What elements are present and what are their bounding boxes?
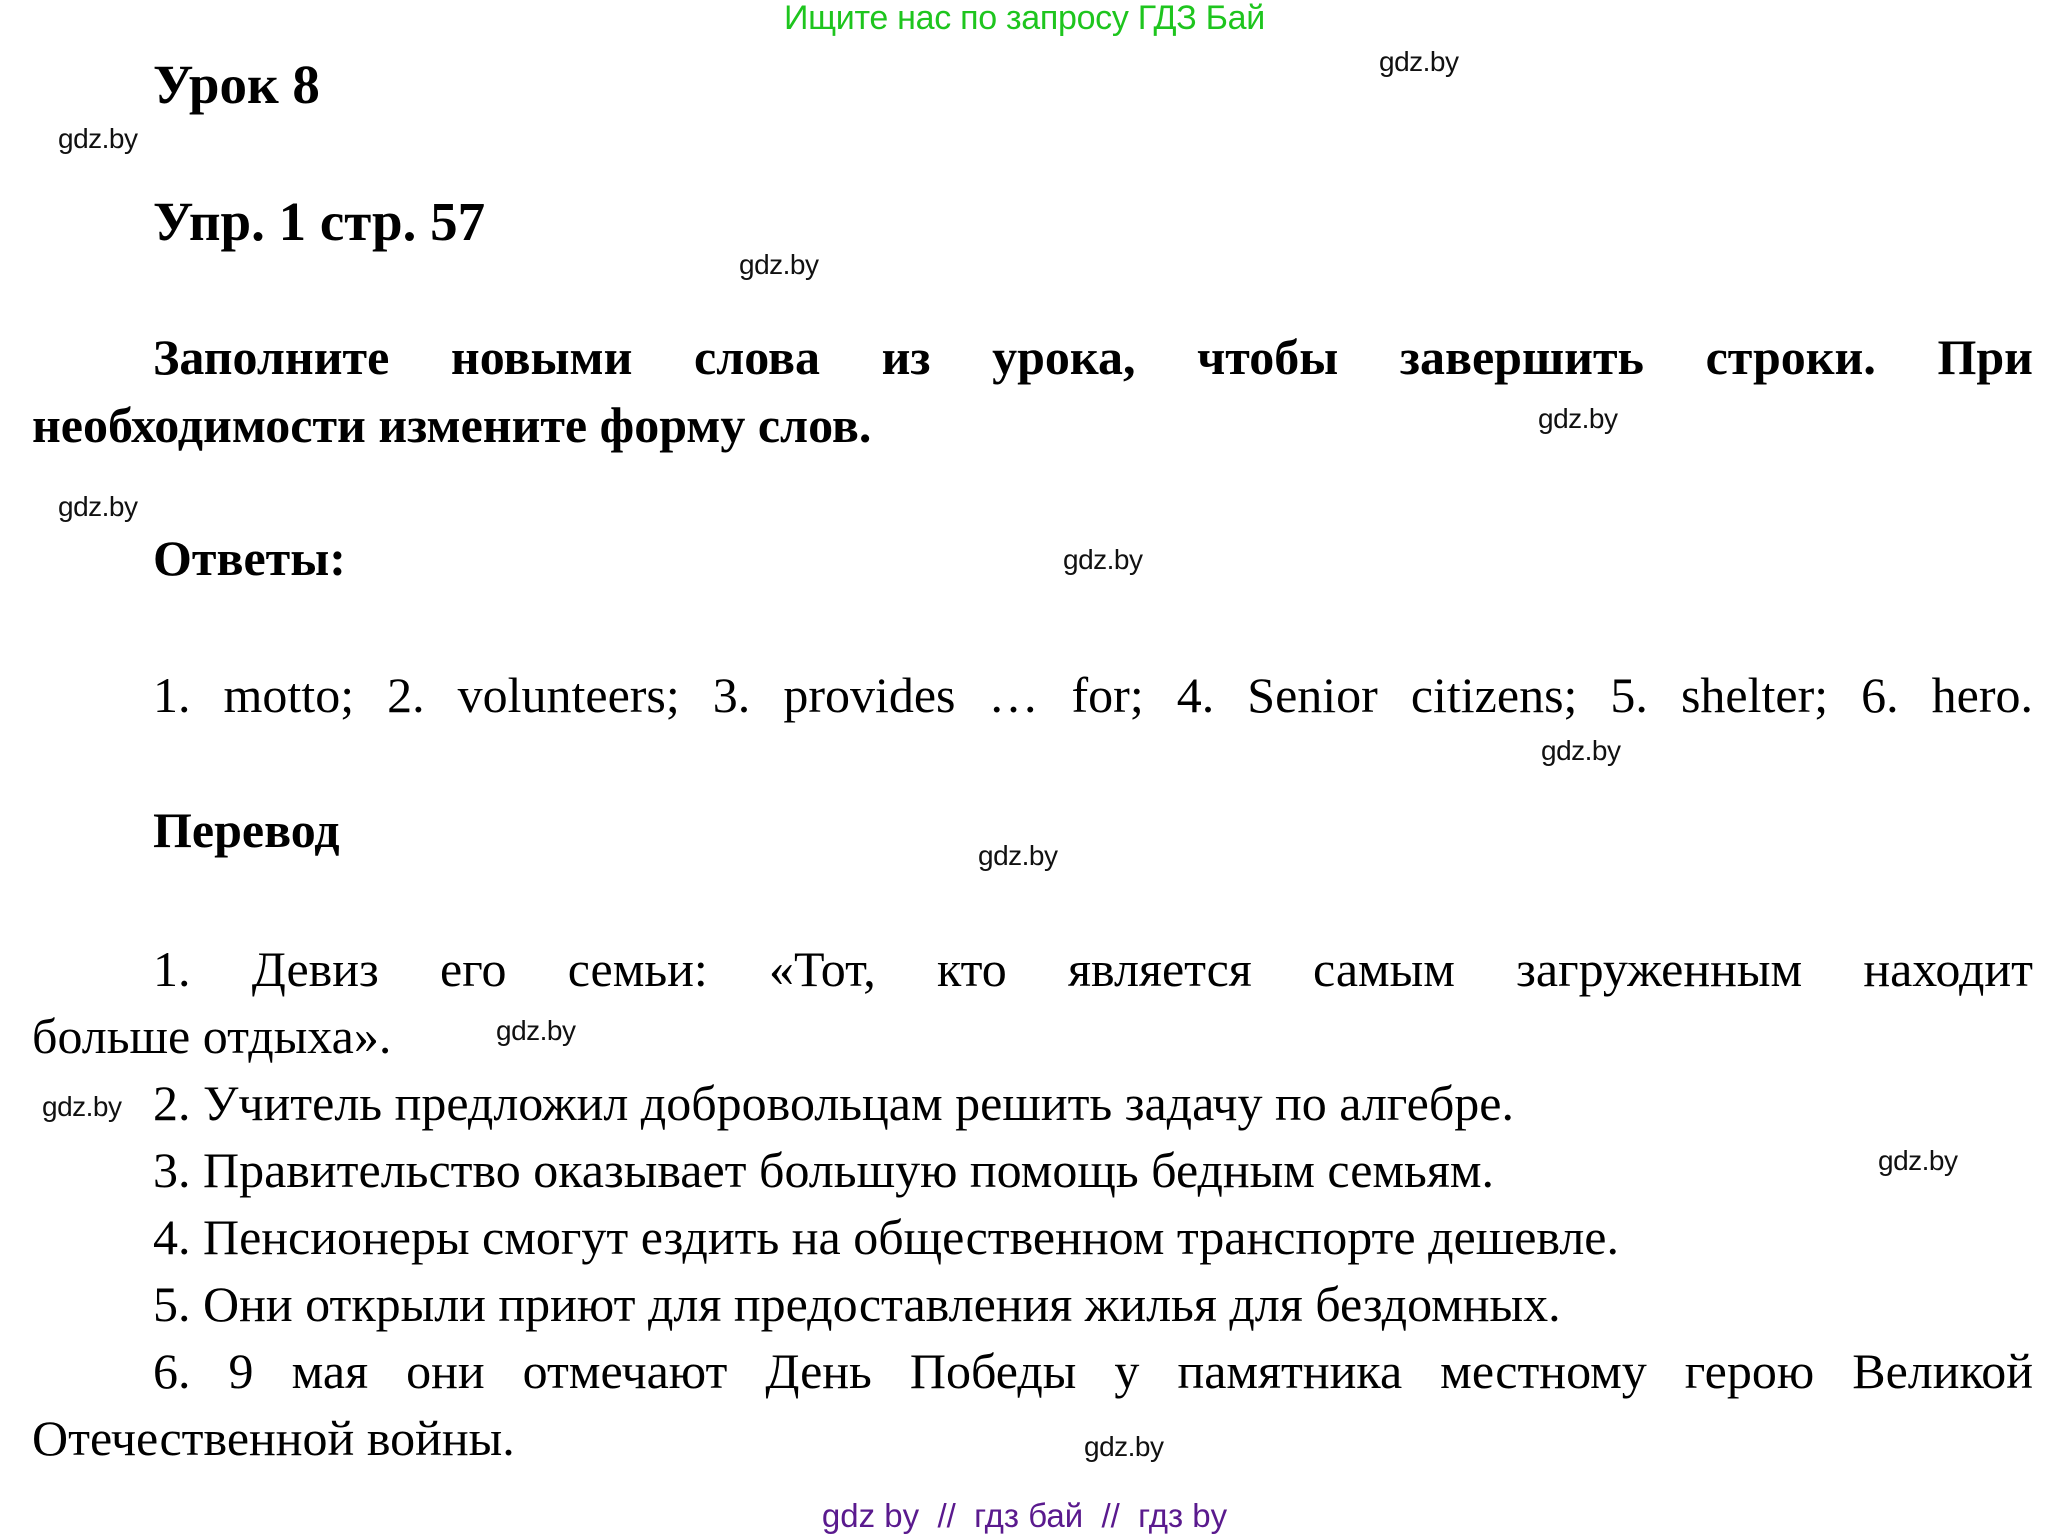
watermark: gdz.by — [58, 123, 138, 154]
watermark: gdz.by — [1063, 544, 1143, 575]
translation-item-1-line-1: 1. Девиз его семьи: «Тот, кто является самым загруженным находит — [153, 941, 2033, 997]
task-line-1: Заполните новыми слова из урока, чтобы завершить строки. При — [153, 329, 2033, 385]
watermark: gdz.by — [42, 1091, 122, 1122]
task-line-2: необходимости измените форму слов. — [32, 397, 872, 453]
translation-item-1 — [32, 936, 2033, 1070]
watermark: gdz.by — [1878, 1145, 1958, 1176]
watermark: gdz.by — [739, 249, 819, 280]
translation-item-1-line-2: больше отдыха». — [32, 1008, 392, 1064]
exercise-title: Упр. 1 стр. 57 — [153, 191, 486, 252]
translation-item-6-line-2: Отечественной войны. — [32, 1410, 515, 1466]
lesson-title: Урок 8 — [153, 54, 320, 115]
translation-item-4: 4. Пенсионеры смогут ездить на общественном транспорте дешевле. — [153, 1209, 1619, 1265]
translation-item-6 — [32, 1338, 2033, 1472]
translation-item-3: 3. Правительство оказывает большую помощь бедным семьям. — [153, 1142, 1494, 1198]
watermark: gdz.by — [58, 491, 138, 522]
answers-text: 1. motto; 2. volunteers; 3. provides … for; 4. Senior citizens; 5. shelter; 6. hero. — [153, 667, 2033, 723]
watermark: gdz.by — [1538, 403, 1618, 434]
task-instructions — [32, 323, 2033, 459]
watermark: gdz.by — [496, 1015, 576, 1046]
watermark: gdz.by — [978, 840, 1058, 871]
translation-item-2: 2. Учитель предложил добровольцам решить задачу по алгебре. — [153, 1075, 1514, 1131]
watermark: gdz.by — [1084, 1431, 1164, 1462]
translation-item-6-line-1: 6. 9 мая они отмечают День Победы у памятника местному герою Великой — [153, 1343, 2033, 1399]
search-banner: Ищите нас по запросу ГДЗ Бай — [784, 0, 1265, 37]
watermark: gdz.by — [1541, 735, 1621, 766]
watermark: gdz.by — [1379, 46, 1459, 77]
translation-heading: Перевод — [153, 802, 340, 858]
footer-watermark: gdz by // гдз бай // гдз by — [821, 1497, 1228, 1534]
translation-item-5: 5. Они открыли приют для предоставления жилья для бездомных. — [153, 1276, 1561, 1332]
answers-heading: Ответы: — [153, 530, 346, 586]
